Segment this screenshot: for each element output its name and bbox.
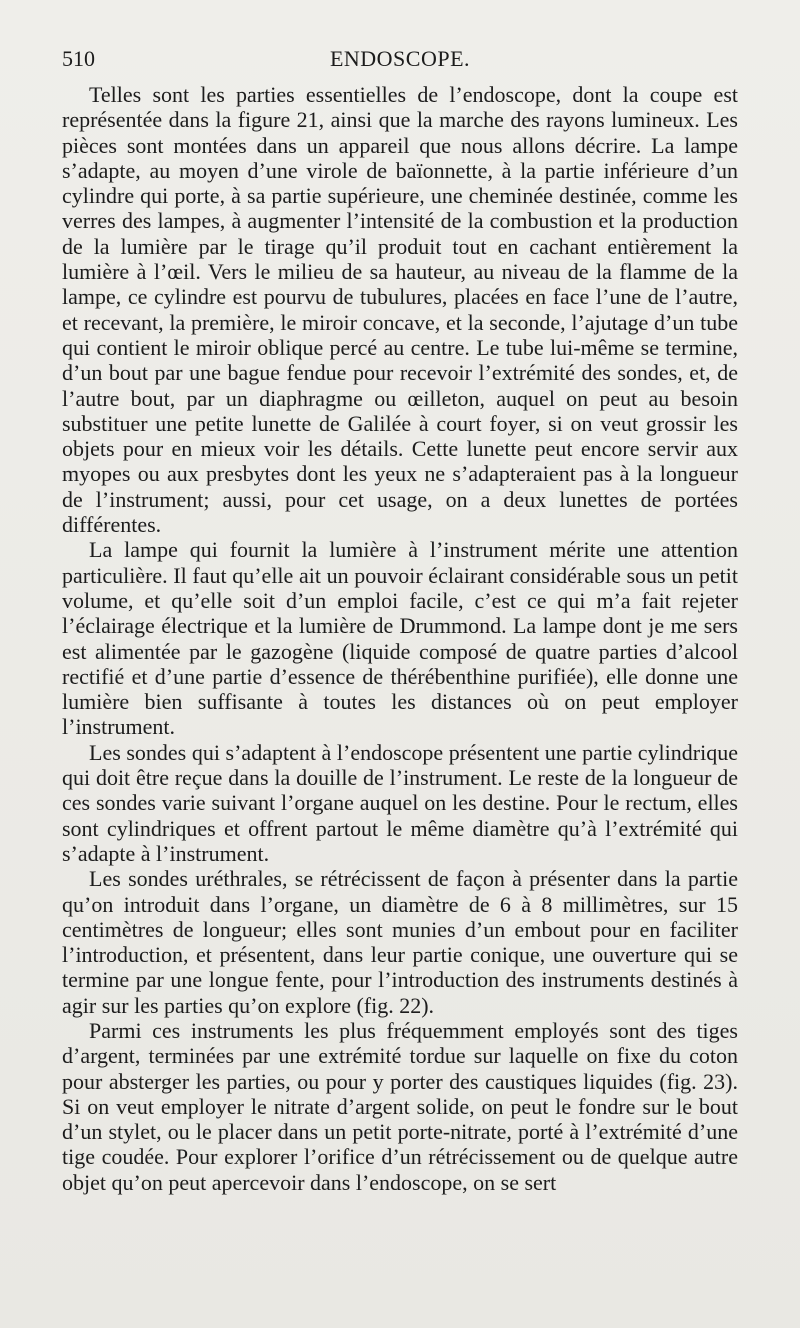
body-text xyxy=(62,82,738,1195)
paragraph: Les sondes uréthrales, se rétrécissent de façon à présenter dans la partie qu’on introduit dans l’organe, un diamètre de 6 à 8 millimètres, sur 15 centimètres de longueur; elles sont munies d’un embout pour en faciliter l’introduction, et présentent, dans leur partie conique, une ouverture qui se termine par une longue fente, pour l’introduction des instruments destinés à agir sur les parties qu’on explore (fig. 22). xyxy=(62,866,738,1018)
page-number: 510 xyxy=(62,46,95,71)
running-title: ENDOSCOPE. xyxy=(329,46,471,71)
paragraph: Parmi ces instruments les plus fréquemment employés sont des tiges d’argent, terminées par une extrémité tordue sur laquelle on fixe du coton pour absterger les parties, ou pour y porter des caustiques liquides (fig. 23). Si on veut employer le nitrate d’argent solide, on peut le fondre sur le bout d’un stylet, ou le placer dans un petit porte-nitrate, porté à l’extrémité d’une tige coudée. Pour explorer l’orifice d’un rétrécissement ou de quelque autre objet qu’on peut apercevoir dans l’endoscope, on se sert xyxy=(62,1017,738,1195)
page-header xyxy=(62,46,738,80)
paragraph: Telles sont les parties essentielles de l’endoscope, dont la coupe est représentée dans la figure 21, ainsi que la marche des rayons lumineux. Les pièces sont montées dans un appareil que nous allons décrire. La lampe s’adapte, au moyen d’une virole de baïonnette, à la partie inférieure d’un cylindre qui porte, à sa partie supérieure, une cheminée destinée, comme les verres des lampes, à augmenter l’intensité de la combustion et la production de la lumière par le tirage qu’il produit tout en cachant entièrement la lumière à l’œil. Vers le milieu de sa hauteur, au niveau de la flamme de la lampe, ce cylindre est pourvu de tubulures, placées en face l’une de l’autre, et recevant, la première, le miroir concave, et la seconde, l’ajutage d’un tube qui contient le miroir oblique percé au centre. Le tube lui-même se termine, d’un bout par une bague fendue pour recevoir l’extrémité des sondes, et, de l’autre bout, par un diaphragme ou œilleton, auquel on peut au besoin substituer une petite lunette de Galilée à court foyer, si on veut grossir les objets pour en mieux voir les détails. Cette lunette peut encore servir aux myopes ou aux presbytes dont les yeux ne s’adapteraient pas à la longueur de l’instrument; aussi, pour cet usage, on a deux lunettes de portées différentes. xyxy=(62,82,738,538)
paragraph: Les sondes qui s’adaptent à l’endoscope présentent une partie cylindrique qui doit être reçue dans la douille de l’instrument. Le reste de la longueur de ces sondes varie suivant l’organe auquel on les destine. Pour le rectum, elles sont cylindriques et offrent partout le même diamètre qu’à l’extrémité qui s’adapte à l’instrument. xyxy=(62,739,738,866)
paragraph: La lampe qui fournit la lumière à l’instrument mérite une attention particulière. Il faut qu’elle ait un pouvoir éclairant considérable sous un petit volume, et qu’elle soit d’un emploi facile, c’est ce qui m’a fait rejeter l’éclairage électrique et la lumière de Drummond. La lampe dont je me sers est alimentée par le gazogène (liquide composé de quatre parties d’alcool rectifié et d’une partie d’essence de thérébenthine purifiée), elle donne une lumière bien suffisante à toutes les distances où on peut employer l’instrument. xyxy=(62,537,738,740)
